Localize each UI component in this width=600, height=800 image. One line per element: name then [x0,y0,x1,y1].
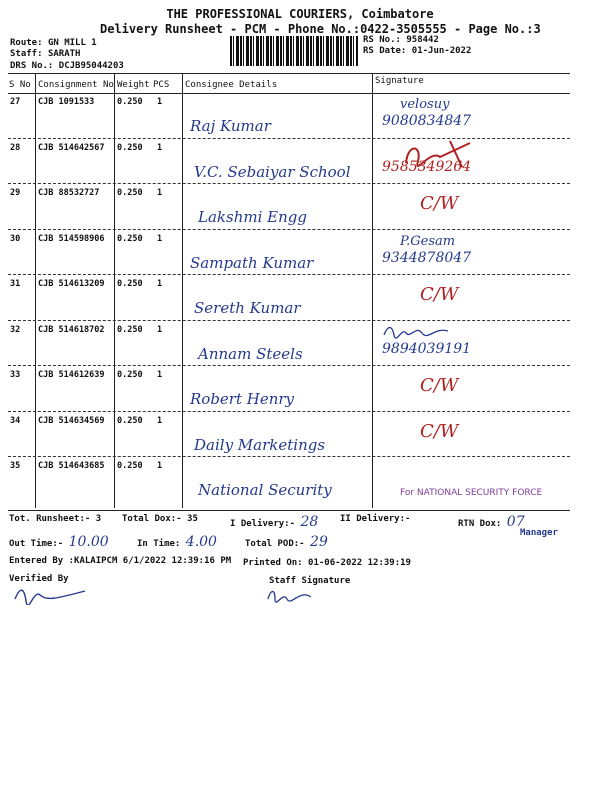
col-header-signature: Signature [375,76,424,86]
route-label: Route: [10,38,43,48]
row-signature: P.Gesam [400,233,456,249]
ii-delivery: II Delivery:- [340,514,411,524]
in-time-value: 4.00 [185,534,217,550]
row-phone: 9894039191 [382,340,472,357]
in-time-label: In Time: [137,539,181,549]
rtn-dox-label: RTN Dox: [458,519,502,529]
staff-value: SARATH [47,49,81,59]
verified-by: Verified By [9,574,69,584]
row-pcs: 1 [157,461,163,471]
row-divider [8,365,570,366]
row-consignment: CJB 514642567 [38,142,105,153]
stamp-text: For NATIONAL SECURITY FORCE [400,488,543,498]
table-top-border [8,73,570,74]
row-sno: 32 [10,324,21,335]
total-pod-row [245,534,328,550]
row-weight: 0.250 [117,233,143,244]
row-consignment: CJB 514598906 [38,233,105,244]
row-32-signature-mark [382,323,452,339]
row-weight: 0.250 [117,415,143,426]
rs-date-row [363,46,471,56]
row-consignee: Daily Marketings [194,435,326,454]
row-consignment: CJB 514618702 [38,324,105,335]
manager-stamp: Manager [520,528,558,538]
staff-row [10,49,80,59]
row-phone: 9344878047 [382,249,472,266]
total-runsheet: Tot. Runsheet:- 3 [9,514,102,524]
out-time-value: 10.00 [68,534,109,550]
row-signature: velosuy [400,97,450,112]
row-consignment: CJB 514612639 [38,370,105,380]
drs-label: DRS No.: [10,61,54,71]
rtn-dox-value: 07 [506,514,525,530]
total-pod-label: Total POD:- [245,539,305,549]
drs-value: DCJB95044203 [58,61,124,71]
row-divider [8,274,570,275]
rs-no-value: 958442 [406,35,439,45]
row-sno: 35 [10,461,21,471]
entered-by: Entered By :KALAIPCM 6/1/2022 12:39:16 PM [9,556,232,566]
out-time-label: Out Time:- [9,539,64,549]
row-weight: 0.250 [117,188,143,198]
drs-row [10,61,124,71]
row-pcs: 1 [157,324,163,335]
row-pcs: 1 [157,415,163,426]
row-signature: C/W [420,284,459,305]
staff-label: Staff: [10,49,43,59]
row-sno: 33 [10,370,21,380]
row-pcs: 1 [157,279,163,289]
row-consignment: CJB 514634569 [38,415,105,426]
row-divider [8,229,570,230]
row-phone: 9080834847 [382,113,472,129]
row-pcs: 1 [157,142,163,153]
row-consignment: CJB 1091533 [38,97,95,107]
summary-top-border [8,510,570,511]
row-weight: 0.250 [117,370,143,380]
row-28-signature-mark [400,139,480,171]
col-header-pcs: PCS [153,80,170,90]
row-divider [8,411,570,412]
row-consignee: Sampath Kumar [190,253,314,272]
i-delivery-value: 28 [300,514,319,530]
row-divider [8,138,570,139]
row-signature: C/W [420,420,459,442]
row-pcs: 1 [157,233,163,244]
row-sno: 30 [10,233,21,244]
route-row [10,38,97,48]
row-pcs: 1 [157,370,163,380]
row-consignment: CJB 88532727 [38,188,100,198]
row-sno: 27 [10,97,21,107]
row-weight: 0.250 [117,461,143,471]
row-divider [8,183,570,184]
row-weight: 0.250 [117,142,143,153]
total-pod-value: 29 [310,534,328,550]
printed-on: Printed On: 01-06-2022 12:39:19 [243,558,411,568]
row-weight: 0.250 [117,279,143,289]
row-weight: 0.250 [117,97,143,107]
col-header-sno: S No [9,80,31,90]
rs-no-label: RS No.: [363,35,401,45]
route-value: GN MILL 1 [47,38,97,48]
row-consignee: Lakshmi Engg [198,208,307,226]
row-consignee: Sereth Kumar [194,299,301,317]
rs-date-label: RS Date: [363,46,407,56]
total-dox: Total Dox:- 35 [122,514,198,524]
row-sno: 29 [10,188,21,198]
row-signature: C/W [420,193,459,214]
row-sno: 28 [10,142,21,153]
col-header-consignee: Consignee Details [185,80,278,90]
runsheet-title: Delivery Runsheet - PCM - Phone No.:0422-3505555 - Page No.:3 [100,22,541,36]
row-consignee: Raj Kumar [190,117,271,135]
staff-signature [265,587,315,605]
verifier-signature [10,585,90,605]
company-title: THE PROFESSIONAL COURIERS, Coimbatore [166,7,434,21]
row-signature: C/W [420,375,459,396]
i-delivery-label: I Delivery:- [230,519,296,529]
rtn-dox-row [458,514,525,530]
in-time-row [137,534,217,550]
out-time-row [9,534,109,550]
row-phone: 9585349264 [382,158,472,175]
row-consignment: CJB 514613209 [38,279,105,289]
row-consignee: National Security [198,481,332,499]
col-header-weight: Weight [117,80,150,90]
barcode [230,36,358,66]
row-pcs: 1 [157,97,163,107]
rs-date-value: 01-Jun-2022 [411,46,472,56]
row-divider [8,456,570,457]
row-pcs: 1 [157,188,163,198]
row-sno: 31 [10,279,21,289]
rs-no-row [363,35,439,45]
table-header-border [8,93,570,94]
row-weight: 0.250 [117,324,143,335]
row-divider [8,320,570,321]
row-consignment: CJB 514643685 [38,461,105,471]
i-delivery-row [230,514,318,530]
row-consignee: V.C. Sebaiyar School [194,162,351,181]
col-header-consignment: Consignment No [38,80,114,90]
staff-signature-label: Staff Signature [269,576,351,586]
row-consignee: Annam Steels [198,344,303,363]
row-sno: 34 [10,415,21,426]
row-consignee: Robert Henry [190,390,295,408]
